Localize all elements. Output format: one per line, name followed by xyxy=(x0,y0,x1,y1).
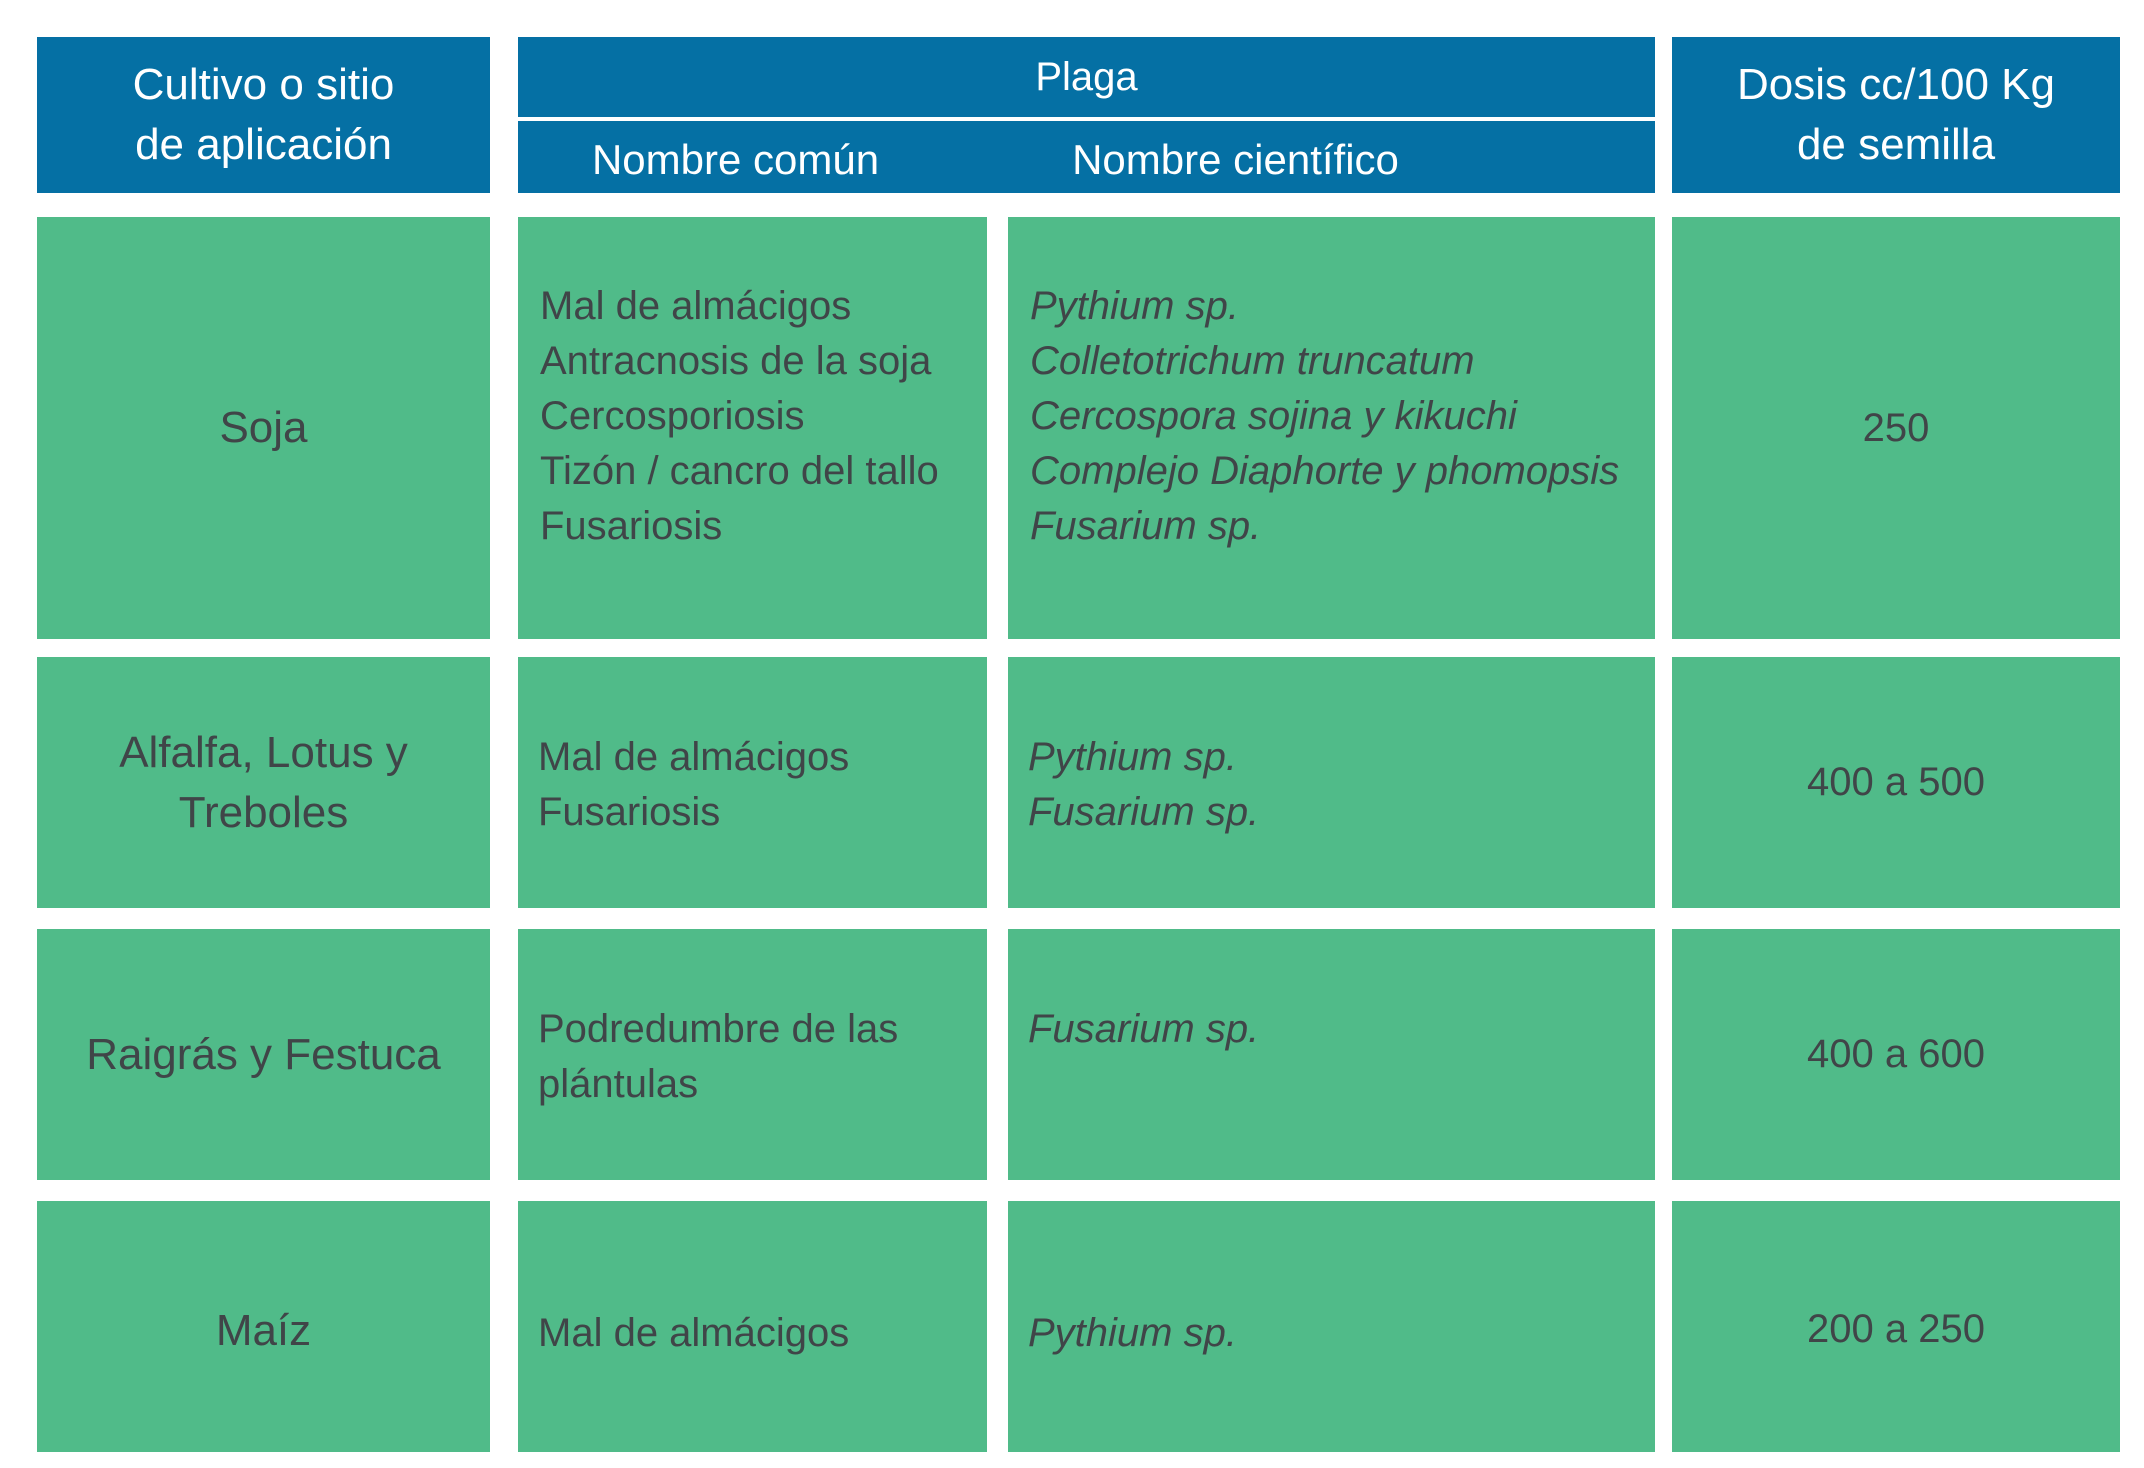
dose-cell: 200 a 250 xyxy=(1672,1201,2120,1452)
header-divider xyxy=(518,117,1655,121)
common-name: Fusariosis xyxy=(540,504,723,548)
common-name-cell xyxy=(518,929,987,1180)
dose-cell: 250 xyxy=(1672,217,2120,639)
scientific-name: Fusarium sp. xyxy=(1028,1007,1260,1051)
common-name: Antracnosis de la soja xyxy=(540,339,932,383)
scientific-name: Fusarium sp. xyxy=(1030,504,1262,548)
scientific-name: Cercospora sojina y kikuchi xyxy=(1030,394,1517,438)
dose-cell: 400 a 600 xyxy=(1672,929,2120,1180)
header-dose xyxy=(1672,37,2120,193)
header-dose-label: Dosis cc/100 Kg de semilla xyxy=(1737,60,2055,169)
scientific-name: Pythium sp. xyxy=(1030,284,1239,328)
header-common-name-label: Nombre común xyxy=(591,136,880,183)
common-name: Podredumbre de las xyxy=(538,1007,899,1051)
scientific-name: Colletotrichum truncatum xyxy=(1030,339,1475,383)
scientific-name-cell xyxy=(1008,657,1655,908)
common-name-cell xyxy=(518,657,987,908)
common-name-cell xyxy=(518,1201,987,1452)
header-crop xyxy=(37,37,490,193)
scientific-name-cell xyxy=(1008,1201,1655,1452)
common-name: Mal de almácigos xyxy=(538,1311,850,1355)
scientific-name: Fusarium sp. xyxy=(1028,790,1260,834)
common-name: Mal de almácigos xyxy=(538,735,850,779)
crop-cell: Raigrás y Festuca xyxy=(37,929,490,1180)
header-crop-label: Cultivo o sitio de aplicación xyxy=(132,60,395,169)
common-name: Fusariosis xyxy=(538,790,721,834)
header-scientific-name-label: Nombre científico xyxy=(1072,136,1399,183)
scientific-name-cell xyxy=(1008,929,1655,1180)
crop-cell: Soja xyxy=(37,217,490,639)
common-name: Mal de almácigos xyxy=(540,284,852,328)
common-name: Cercosporiosis xyxy=(540,394,805,438)
common-name-cell xyxy=(518,217,987,639)
header-pest xyxy=(518,37,1655,193)
scientific-name: Complejo Diaphorte y phomopsis xyxy=(1030,449,1620,493)
scientific-name-cell xyxy=(1008,217,1655,639)
crop-cell: Alfalfa, Lotus y Treboles xyxy=(37,657,490,908)
header-pest-label: Plaga xyxy=(1035,55,1138,99)
common-name: plántulas xyxy=(538,1062,699,1106)
crop-cell: Maíz xyxy=(37,1201,490,1452)
scientific-name: Pythium sp. xyxy=(1028,735,1237,779)
dose-cell: 400 a 500 xyxy=(1672,657,2120,908)
common-name: Tizón / cancro del tallo xyxy=(540,449,939,493)
scientific-name: Pythium sp. xyxy=(1028,1311,1237,1355)
